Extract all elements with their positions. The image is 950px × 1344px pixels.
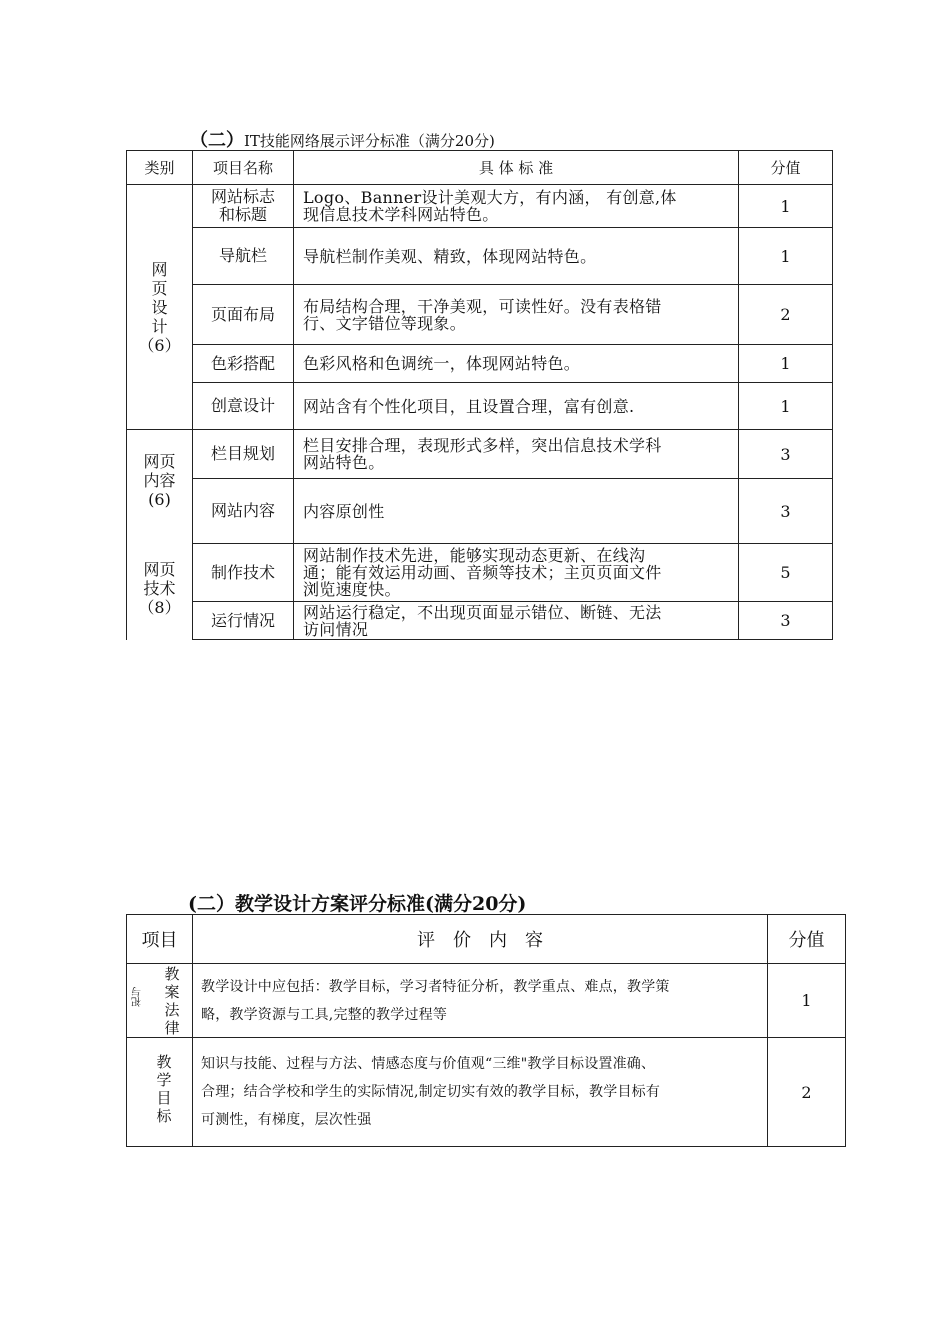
t2-content-line: 可测性，有梯度，层次性强 [201, 1112, 372, 1128]
score-value: 1 [780, 246, 791, 266]
item-name: 创意设计 [210, 396, 275, 415]
t2-item-char: 标 [156, 1107, 172, 1125]
category-line: 设 [151, 297, 168, 317]
category-web-tech [127, 560, 192, 630]
criteria-line: 网站制作技术先进，能够实现动态更新、在线沟 [303, 546, 646, 565]
category-line: （6） [138, 335, 181, 355]
category-line: 网 [151, 259, 168, 279]
criteria-text [294, 544, 738, 601]
header-score: 分值 [770, 159, 801, 177]
t2-item-char: 教 [164, 965, 180, 983]
item-name: 色彩搭配 [210, 353, 275, 373]
criteria-line: 行、文字错位等现象。 [303, 313, 467, 333]
criteria-line: 栏目安排合理，表现形式多样，突出信息技术学科 [303, 436, 662, 455]
category-line: 内容 [143, 471, 176, 490]
table1-title [190, 126, 495, 152]
t2-content-line: 合理；结合学校和学生的实际情况,制定切实有效的教学目标，教学目标有 [201, 1084, 661, 1100]
category-line: 页 [151, 278, 168, 298]
t2-item-side-note: 祀与 [132, 987, 144, 1007]
item-name-line: 和标题 [218, 205, 267, 224]
t2-content [193, 1038, 767, 1146]
category-line: （8） [138, 598, 181, 617]
category-line: 网页 [143, 452, 176, 471]
item-name: 网站内容 [210, 501, 275, 520]
criteria-line: 网站运行稳定，不出现页面显示错位、断链、无法 [303, 602, 662, 622]
category-web-design [127, 185, 192, 429]
item-name: 运行情况 [210, 610, 275, 630]
criteria-text [294, 285, 738, 344]
category-line: (6) [148, 490, 171, 509]
score-value: 3 [780, 444, 791, 464]
t2-item-char: 学 [156, 1071, 172, 1089]
criteria-text: 网站含有个性化项目，且设置合理，富有创意. [303, 396, 635, 416]
item-name: 页面布局 [210, 304, 275, 324]
category-line: 技术 [143, 579, 176, 598]
t2-item-lesson-plan [164, 966, 180, 1036]
t2-item-char: 法 [164, 1001, 180, 1019]
t2-item-char: 目 [156, 1089, 172, 1107]
criteria-text [294, 430, 738, 478]
t2-content-line: 知识与技能、过程与方法、情感态度与价值观“三维"教学目标设置准确、 [201, 1056, 656, 1072]
t2-header-item: 项目 [141, 930, 178, 951]
score-value: 1 [780, 196, 791, 216]
table1-title-text: IT技能网络展示评分标准（满分20分) [244, 132, 495, 150]
criteria-line: Logo、Banner设计美观大方，有内涵， 有创意,体 [303, 188, 677, 207]
criteria-text [294, 602, 738, 639]
criteria-text: 内容原创性 [303, 501, 385, 521]
criteria-line: 通；能有效运用动画、音频等技术；主页页面文件 [303, 563, 662, 582]
score-value: 3 [780, 501, 791, 521]
t2-header-score: 分值 [788, 930, 825, 951]
t2-content-line: 略，教学资源与工具,完整的教学过程等 [201, 1006, 448, 1023]
header-item: 项目名称 [212, 159, 273, 177]
item-name: 制作技术 [210, 562, 275, 582]
criteria-text: 色彩风格和色调统一，体现网站特色。 [303, 354, 581, 373]
category-web-content [127, 452, 192, 522]
category-line: 计 [151, 316, 168, 336]
criteria-line: 访问情况 [303, 619, 369, 639]
table1-title-paren: （二） [190, 130, 244, 151]
table2-title: (二）教学设计方案评分标准(满分20分) [188, 893, 527, 915]
t2-content-line: 教学设计中应包括：教学目标，学习者特征分析，教学重点、难点，教学策 [201, 978, 670, 995]
item-name: 栏目规划 [210, 444, 275, 463]
criteria-line: 现信息技术学科网站特色。 [303, 205, 499, 224]
category-line: 网页 [143, 560, 176, 579]
criteria-line: 布局结构合理，干净美观，可读性好。没有表格错 [303, 296, 662, 316]
t2-header-content: 评 价 内 容 [417, 930, 543, 951]
t2-item-teaching-goals [156, 1053, 172, 1133]
score-value: 1 [780, 396, 791, 416]
criteria-text [294, 185, 738, 227]
t2-score: 1 [801, 991, 812, 1010]
criteria-text: 导航栏制作美观、精致，体现网站特色。 [303, 246, 597, 266]
header-category: 类别 [144, 159, 175, 177]
item-name: 导航栏 [218, 246, 267, 265]
t2-item-char: 教 [156, 1053, 172, 1071]
criteria-line: 网站特色。 [303, 453, 385, 472]
score-value: 2 [780, 305, 791, 324]
t2-content [193, 964, 767, 1037]
score-value: 5 [780, 563, 791, 582]
criteria-line: 浏览速度快。 [303, 580, 401, 599]
item-name-line: 网站标志 [210, 187, 275, 206]
header-criteria: 具 体 标 准 [478, 159, 554, 177]
score-value: 3 [780, 611, 791, 630]
t2-item-char: 律 [164, 1019, 180, 1037]
t2-item-char: 案 [164, 983, 180, 1001]
score-value: 1 [780, 354, 791, 373]
item-name [193, 185, 293, 227]
t2-score: 2 [801, 1082, 812, 1102]
